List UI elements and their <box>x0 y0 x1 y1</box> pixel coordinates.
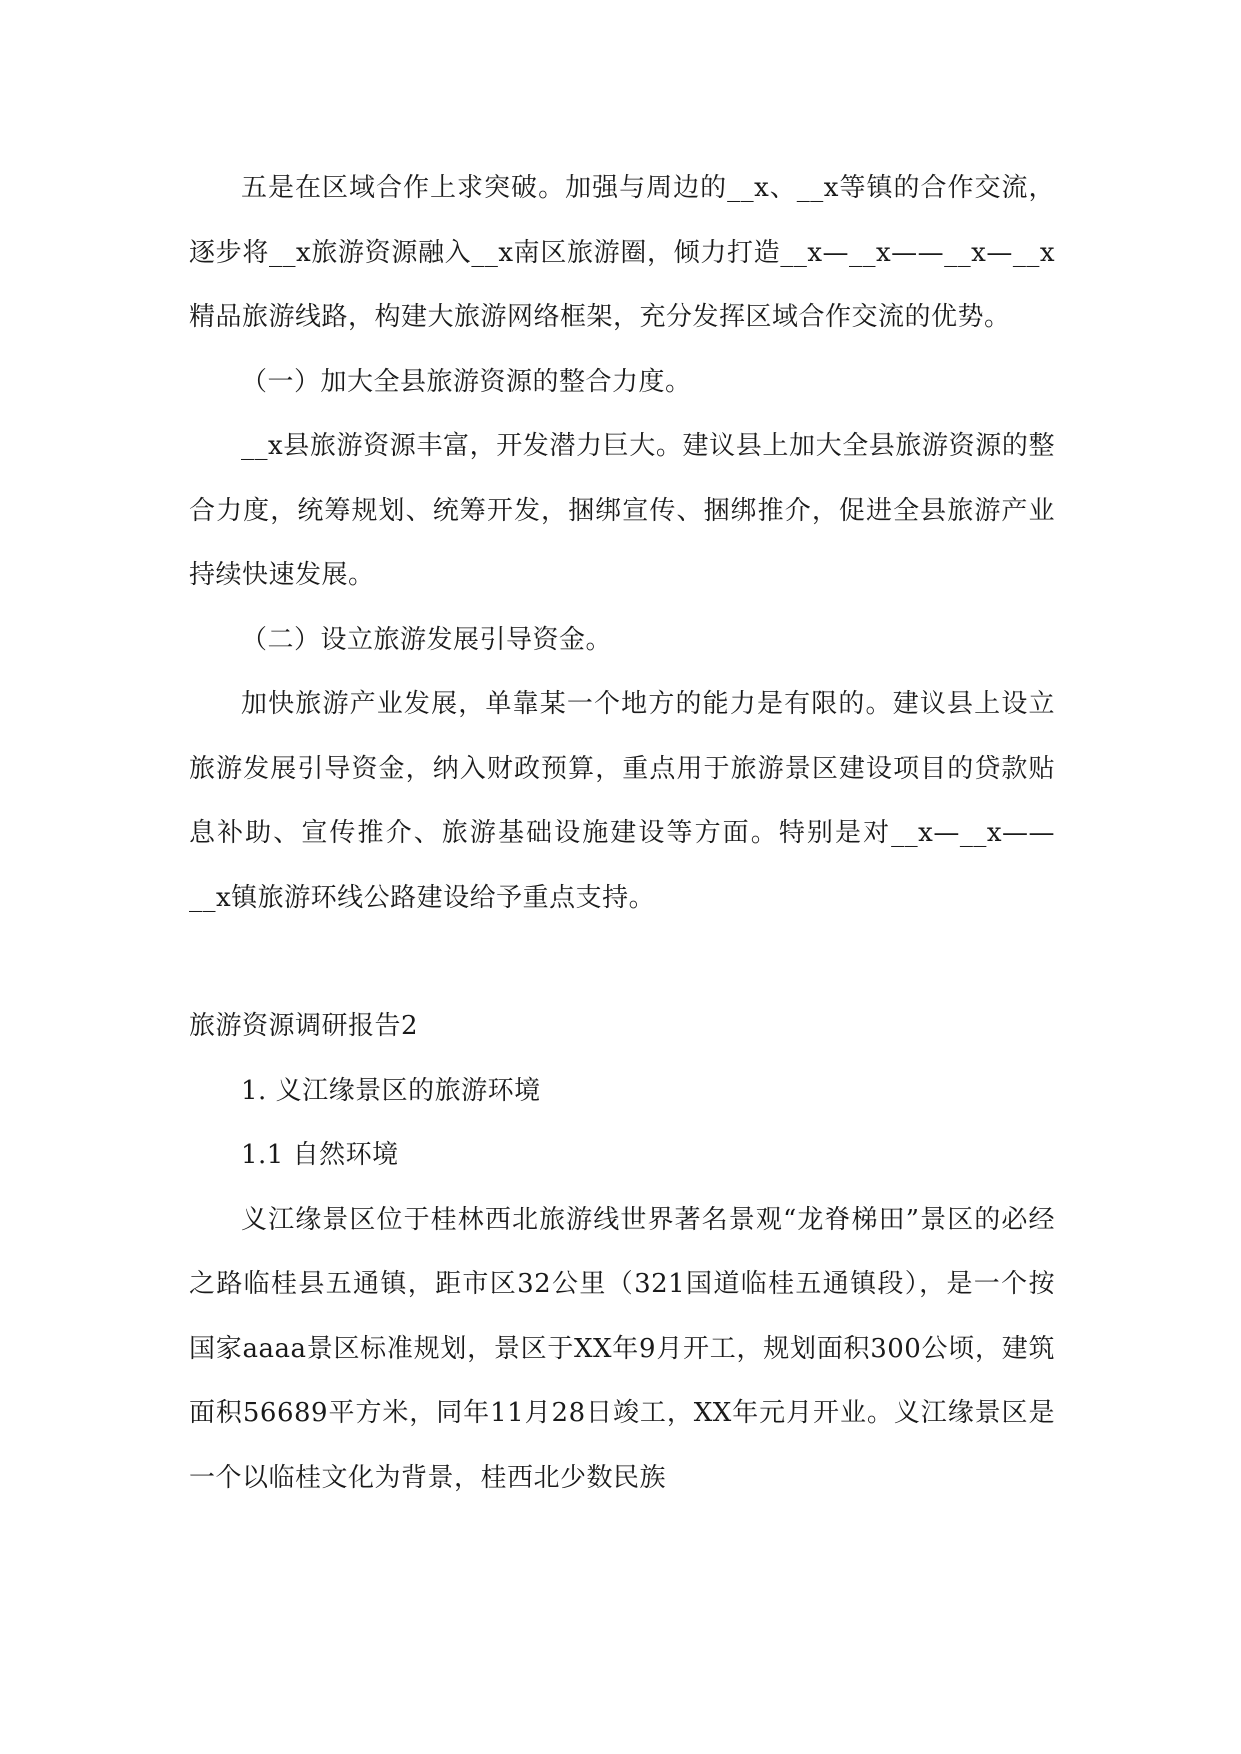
section-gap <box>189 930 1055 994</box>
heading-integration: （一）加大全县旅游资源的整合力度。 <box>241 366 692 397</box>
paragraph-scenic-area: 义江缘景区位于桂林西北旅游线世界著名景观“龙脊梯田”景区的必经之路临桂县五通镇，距市区32公里（321国道临桂五通镇段），是一个按国家aaaa景区标准规划，景区于XX年9月开工，规划面积300公顷，建筑面积56689平方米，同年11月28日竣工，XX年元月开业。义江缘景区是一个以临桂文化为背景，桂西北少数民族 <box>189 1204 1055 1493</box>
paragraph-regional-cooperation: 五是在区域合作上求突破。加强与周边的__x、__x等镇的合作交流，逐步将__x旅游资源融入__x南区旅游圈，倾力打造__x—__x——__x—__x精品旅游线路，构建大旅游网络框架，充分发挥区域合作交流的优势。 <box>189 173 1055 332</box>
paragraph-guidance-fund: 加快旅游产业发展，单靠某一个地方的能力是有限的。建议县上设立旅游发展引导资金，纳入财政预算，重点用于旅游景区建设项目的贷款贴息补助、宣传推介、旅游基础设施建设等方面。特别是对__x—__x——__x镇旅游环线公路建设给予重点支持。 <box>189 689 1055 913</box>
section-title: 旅游资源调研报告2 <box>189 1011 419 1041</box>
heading-guidance-fund: （二）设立旅游发展引导资金。 <box>241 624 613 655</box>
heading-natural-environment: 1.1 自然环境 <box>241 1140 399 1170</box>
document-body <box>189 156 1055 1510</box>
paragraph-integration: __x县旅游资源丰富，开发潜力巨大。建议县上加大全县旅游资源的整合力度，统筹规划、统筹开发，捆绑宣传、捆绑推介，促进全县旅游产业持续快速发展。 <box>189 431 1055 590</box>
heading-tourism-environment: 1. 义江缘景区的旅游环境 <box>241 1075 541 1106</box>
